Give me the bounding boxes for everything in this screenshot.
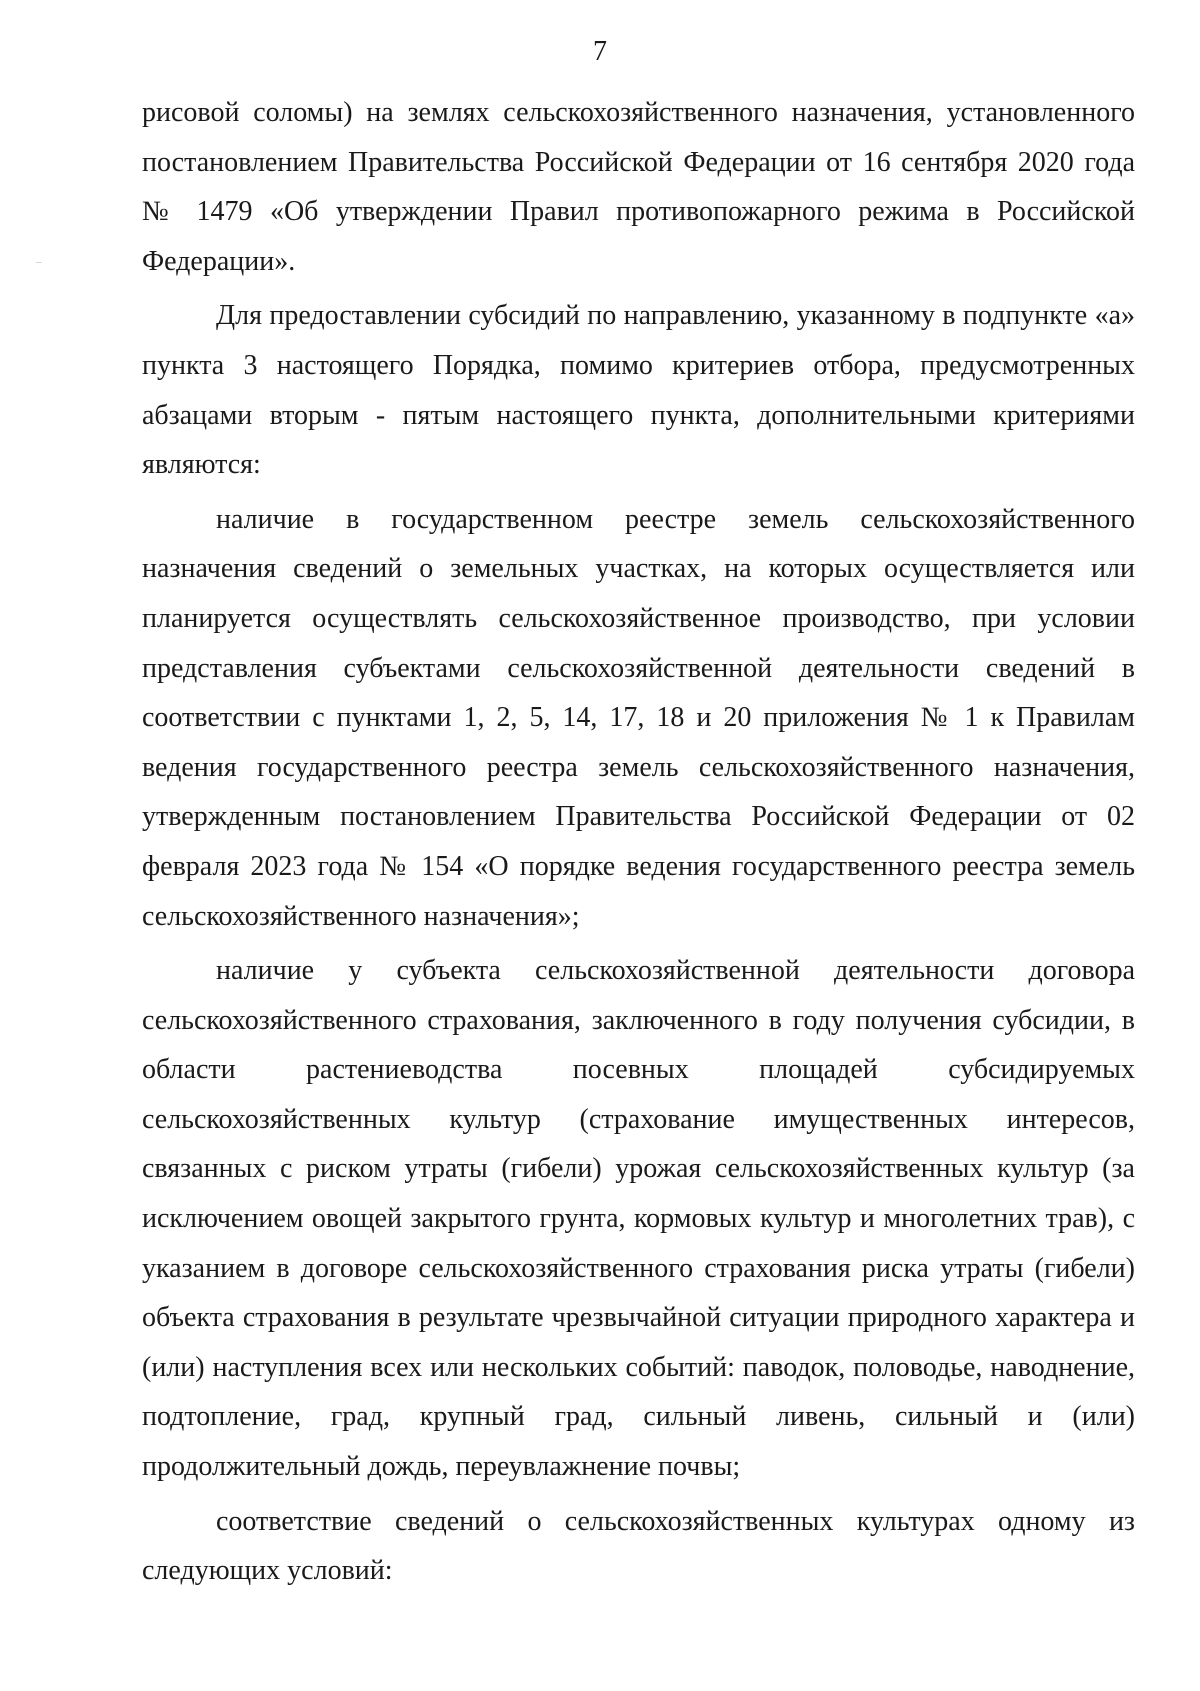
paragraph-1: рисовой соломы) на землях сельскохозяйственного назначения, установленного постановлением Правительства Российской Федерации от 16 сентября 2020 года № 1479 «Об утверждении Правил противопожарного режима в Российской Федерации».: [142, 97, 1135, 277]
page-number: 7: [593, 36, 607, 67]
paragraph-3: наличие в государственном реестре земель сельскохозяйственного назначения сведений о земельных участках, на которых осуществляется или планируется осуществлять сельскохозяйственное производство, при условии представления субъектами сельскохозяйственной деятельности сведений в соответствии с пунктами 1, 2, 5, 14, 17, 18 и 20 приложения № 1 к Правилам ведения государственного реестра земель сельскохозяйственного назначения, утвержденным постановлением Правительства Российской Федерации от 02 февраля 2023 года № 154 «О порядке ведения государственного реестра земель сельскохозяйственного назначения»;: [142, 503, 1135, 932]
paragraph-2: Для предоставлении субсидий по направлению, указанному в подпункте «а» пункта 3 настоящего Порядка, помимо критериев отбора, предусмотренных абзацами вторым - пятым настоящего пункта, дополнительными критериями являются:: [142, 300, 1135, 481]
scan-mark: [36, 262, 42, 263]
paragraph-4: наличие у субъекта сельскохозяйственной деятельности договора сельскохозяйственного страхования, заключенного в году получения субсидии, в области растениеводства посевных площадей субсидируемых сельскохозяйственных культур (страхование имущественных интересов, связанных с риском утраты (гибели) урожая сельскохозяйственных культур (за исключением овощей закрытого грунта, кормовых культур и многолетних трав), с указанием в договоре сельскохозяйственного страхования риска утраты (гибели) объекта страхования в результате чрезвычайной ситуации природного характера и (или) наступления всех или нескольких событий: паводок, половодье, наводнение, подтопление, град, крупный град, сильный ливень, сильный и (или) продолжительный дождь, переувлажнение почвы;: [142, 955, 1135, 1483]
document-body: [142, 88, 1135, 1601]
paragraph-5: соответствие сведений о сельскохозяйственных культурах одному из следующих условий:: [142, 1505, 1135, 1587]
